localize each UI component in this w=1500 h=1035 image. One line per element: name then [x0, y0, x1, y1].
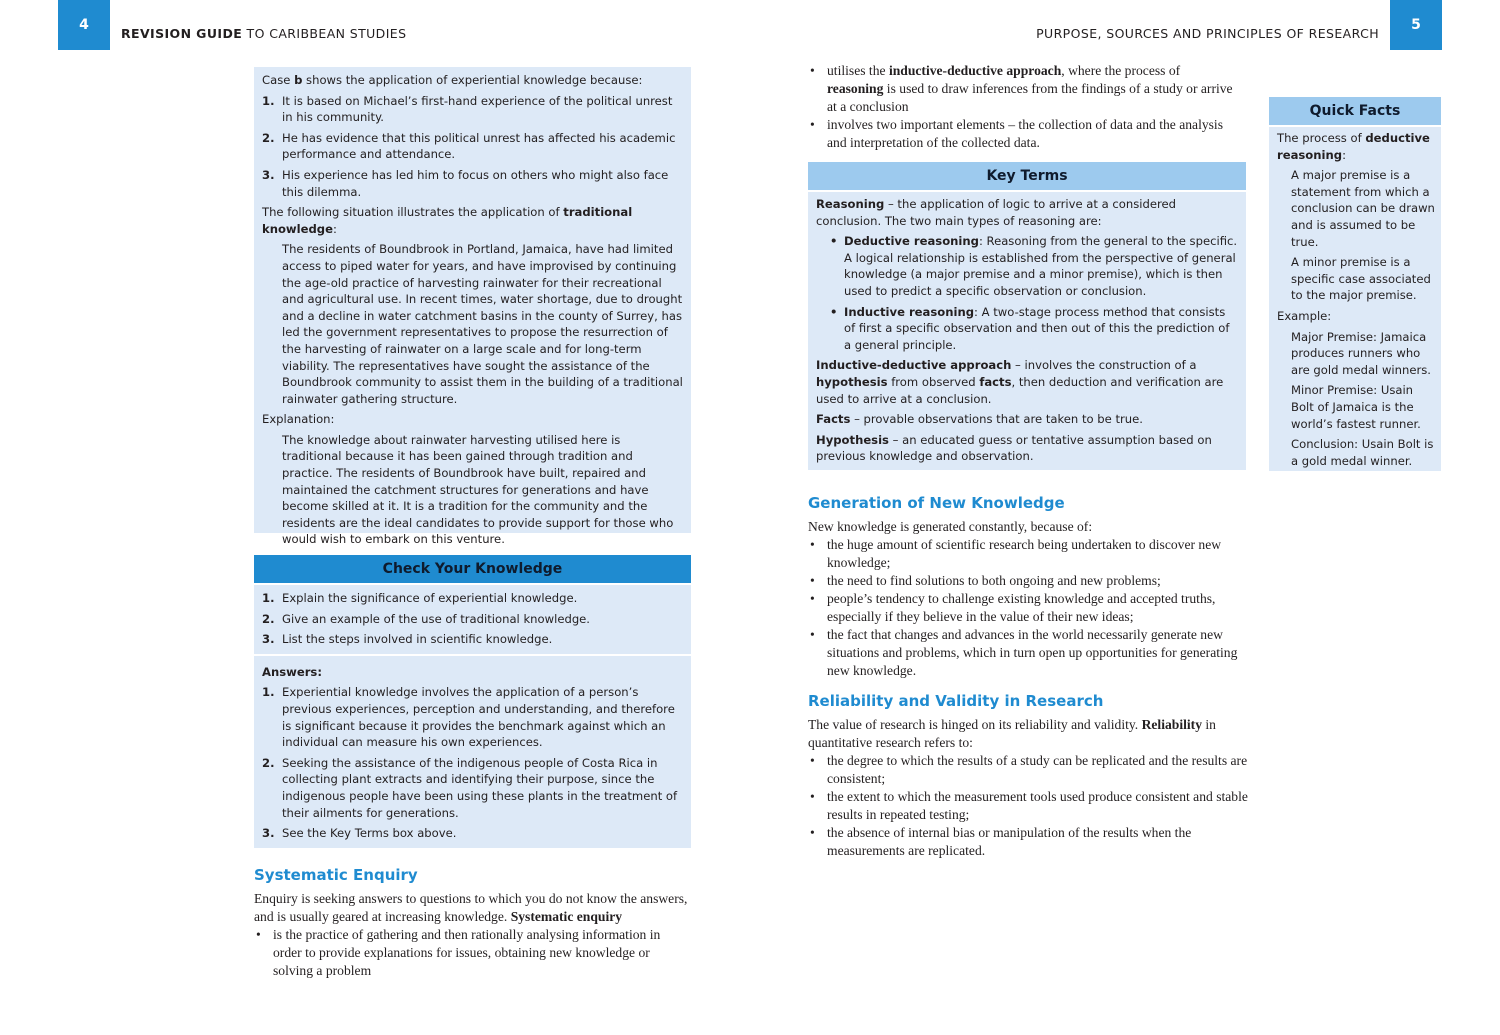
deductive-item: • Deductive reasoning: Reasoning from the general to the specific. A logical relationship is established from the perspective of general knowledge (a major premise and a minor premise), which is then used to predict a specific observation or conclusion.: [816, 233, 1238, 299]
answers-divider: [254, 654, 691, 656]
answer-item: 1. Experiential knowledge involves the application of a person’s previous experiences, perception and understanding, and therefore is significant because it provides the benchmark against which an individual can measure his own experiences.: [262, 685, 675, 750]
right-running-head: [1036, 26, 1379, 41]
left-page-number: 4: [79, 17, 89, 33]
quick-facts-box: [1269, 127, 1441, 471]
approach-bullet: • utilises the inductive-deductive approach, where the process of reasoning is used to draw inferences from the findings of a study or arrive at a conclusion: [808, 62, 1238, 116]
quick-facts-title: Quick Facts: [1309, 103, 1401, 119]
reliability-bullet: • the extent to which the measurement tools used produce consistent and stable results in repeated testing;: [808, 788, 1248, 824]
left-running-head: [121, 26, 406, 41]
case-point: 3. His experience has led him to focus on others who might also face this dilemma.: [262, 167, 669, 199]
elements-bullet: • involves two important elements – the collection of data and the analysis and interpretation of the collected data.: [808, 116, 1238, 152]
hypothesis-definition: Hypothesis – an educated guess or tentative assumption based on previous knowledge and observation.: [816, 432, 1212, 464]
question-item: 2. Give an example of the use of traditional knowledge.: [262, 611, 590, 626]
right-top-bullets: [808, 62, 1238, 152]
case-point: 1. It is based on Michael’s first-hand experience of the political unrest in his community.: [262, 93, 673, 125]
quick-facts-header: [1269, 97, 1441, 125]
generation-intro: New knowledge is generated constantly, because of:: [808, 519, 1093, 534]
reliability-body: [808, 716, 1248, 860]
key-terms-header: [808, 162, 1246, 190]
systematic-bullet: • is the practice of gathering and then rationally analysing information in order to provide explanations for issues, obtaining new knowledge or solving a problem: [254, 926, 691, 980]
systematic-bullets: [254, 926, 691, 980]
major-premise-text: A major premise is a statement from which a conclusion can be drawn and is assumed to be true.: [1291, 168, 1435, 249]
generation-bullet: • the fact that changes and advances in the world necessarily generate new situations and problems, which in turn open up opportunities for generating new knowledge.: [808, 626, 1248, 680]
right-page-number: 5: [1411, 17, 1421, 33]
generation-bullet: • the need to find solutions to both ongoing and new problems;: [808, 572, 1248, 590]
inductive-deductive-definition: Inductive-deductive approach – involves the construction of a hypothesis from observed facts, then deduction and verification are used to arrive at a conclusion.: [816, 358, 1224, 406]
reliability-bullet: • the absence of internal bias or manipulation of the results when the measurements are replicated.: [808, 824, 1248, 860]
generation-bullets: [808, 536, 1248, 680]
answer-item: 3. See the Key Terms box above.: [262, 826, 457, 841]
key-terms-title: Key Terms: [986, 168, 1068, 184]
case-point: 2. He has evidence that this political unrest has affected his academic performance and attendance.: [262, 130, 676, 162]
check-knowledge-title: Check Your Knowledge: [382, 561, 563, 577]
systematic-paragraph: Enquiry is seeking answers to questions to which you do not know the answers, and is usually geared at increasing knowledge. Systematic enquiry: [254, 891, 688, 924]
left-running-head-bold: REVISION GUIDE: [121, 26, 243, 41]
systematic-enquiry-body: [254, 890, 691, 980]
answer-item: 2. Seeking the assistance of the indigenous people of Costa Rica in collecting plant extracts and identifying their purpose, since the indigenous people have been using these plants in the treatment of their ailments for generations.: [262, 755, 678, 820]
key-terms-box: [808, 192, 1246, 470]
example-label: Example:: [1277, 308, 1332, 323]
example-major: Major Premise: Jamaica produces runners who are gold medal winners.: [1291, 329, 1431, 377]
situation-text: The residents of Boundbrook in Portland, Jamaica, have had limited access to piped water for years, and have improvised by continuing the age-old practice of harvesting rainwater for their recreational and agricultural use. In recent times, water shortage, due to drought and a decline in water catchment basins in the county of Surrey, has led the government representatives to propose the resurrection of the harvesting of rainwater on a large scale and for long-term viability. The representatives have sought the assistance of the Boundbrook community to assist them in the building of a traditional rainwater gathering structure.: [282, 242, 683, 406]
check-knowledge-box: [254, 585, 691, 848]
question-item: 1. Explain the significance of experiential knowledge.: [262, 591, 578, 605]
traditional-intro: The following situation illustrates the application of traditional knowledge:: [262, 205, 633, 236]
explanation-label: Explanation:: [262, 412, 335, 427]
right-page-number-tab: [1390, 0, 1442, 50]
case-intro: Case b shows the application of experiential knowledge because:: [262, 73, 643, 87]
right-running-head-text: PURPOSE, SOURCES AND PRINCIPLES OF RESEARCH: [1036, 26, 1379, 41]
reasoning-types: [816, 233, 1238, 353]
reliability-bullets: [808, 752, 1248, 860]
reliability-heading: Reliability and Validity in Research: [808, 692, 1104, 710]
answers-label: Answers:: [262, 664, 322, 679]
generation-body: [808, 518, 1248, 680]
left-page-number-tab: [58, 0, 110, 50]
check-knowledge-header: [254, 555, 691, 583]
example-conclusion: Conclusion: Usain Bolt is a gold medal winner.: [1291, 437, 1434, 468]
inductive-item: • Inductive reasoning: A two-stage process method that consists of first a specific observation and then out of this the prediction of a general principle.: [816, 304, 1238, 354]
left-running-head-rest: TO CARIBBEAN STUDIES: [242, 26, 407, 41]
example-minor: Minor Premise: Usain Bolt of Jamaica is the world’s fastest runner.: [1291, 383, 1421, 431]
reasoning-definition: Reasoning – the application of logic to arrive at a considered conclusion. The two main types of reasoning are:: [816, 197, 1176, 228]
question-item: 3. List the steps involved in scientific knowledge.: [262, 632, 553, 647]
case-points: [262, 93, 683, 201]
case-box: [254, 67, 691, 547]
reliability-intro: The value of research is hinged on its reliability and validity. Reliability in quantitative research refers to:: [808, 717, 1216, 750]
generation-bullet: • the huge amount of scientific research being undertaken to discover new knowledge;: [808, 536, 1248, 572]
generation-heading: Generation of New Knowledge: [808, 494, 1065, 512]
explanation-text: The knowledge about rainwater harvesting utilised here is traditional because it has been gained through tradition and practice. The residents of Boundbrook have built, repaired and maintained the catchment structures for generations and have become skilled at it. It is a tradition for the community and the residents are the ideal candidates to provide support for those who would wish to embark on this venture.: [282, 432, 674, 547]
generation-bullet: • people’s tendency to challenge existing knowledge and accepted truths, especially if they believe in the value of their new ideas;: [808, 590, 1248, 626]
systematic-enquiry-heading: Systematic Enquiry: [254, 866, 418, 884]
minor-premise-text: A minor premise is a specific case associated to the major premise.: [1291, 255, 1431, 303]
reliability-bullet: • the degree to which the results of a study can be replicated and the results are consistent;: [808, 752, 1248, 788]
quick-facts-intro: The process of deductive reasoning:: [1277, 131, 1430, 162]
facts-definition: Facts – provable observations that are taken to be true.: [816, 412, 1143, 427]
